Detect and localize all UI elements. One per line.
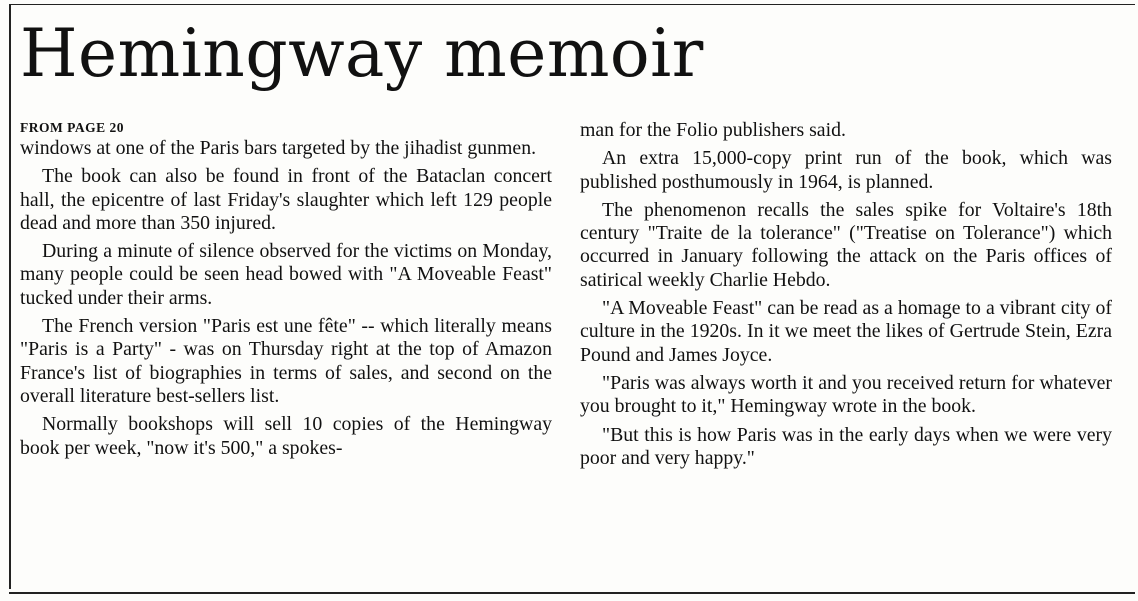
paragraph: windows at one of the Paris bars targeted by the jihadist gunmen.	[20, 137, 537, 159]
left-column	[20, 119, 552, 465]
from-page-label: FROM PAGE 20	[20, 120, 124, 135]
paragraph: The French version "Paris est une fête" -- which literally means "Paris is a Party" - was on Thursday right at the top of Amazon France's list of biographies in terms of sales, and second on the overall literature best-sellers list.	[20, 315, 552, 407]
left-border-rule	[9, 4, 11, 589]
paragraph: The phenomenon recalls the sales spike for Voltaire's 18th century "Traite de la tolerance" ("Treatise on Tolerance") which occurred in January following the attack on the Paris offices of satirical weekly Charlie Hebdo.	[580, 198, 1112, 291]
paragraph: Normally bookshops will sell 10 copies of the Hemingway book per week, "now it's 500," a spokes-	[20, 413, 552, 459]
headline: Hemingway memoir	[20, 15, 704, 92]
paragraph: The book can also be found in front of the Bataclan concert hall, the epicentre of last Friday's slaughter which left 129 people dead and more than 350 injured.	[20, 165, 552, 234]
right-column	[580, 119, 1112, 475]
paragraph: During a minute of silence observed for the victims on Monday, many people could be seen head bowed with "A Moveable Feast" tucked under their arms.	[20, 240, 552, 309]
paragraph: man for the Folio publishers said.	[580, 119, 846, 141]
bottom-border-rule	[9, 592, 1135, 594]
paragraph: An extra 15,000-copy print run of the book, which was published posthumously in 1964, is planned.	[580, 147, 1112, 193]
paragraph: "But this is how Paris was in the early days when we were very poor and very happy."	[580, 423, 1112, 469]
paragraph: "A Moveable Feast" can be read as a homage to a vibrant city of culture in the 1920s. In it we meet the likes of Gertrude Stein, Ezra Pound and James Joyce.	[580, 297, 1112, 366]
paragraph: "Paris was always worth it and you received return for whatever you brought to it," Hemingway wrote in the book.	[580, 371, 1112, 418]
